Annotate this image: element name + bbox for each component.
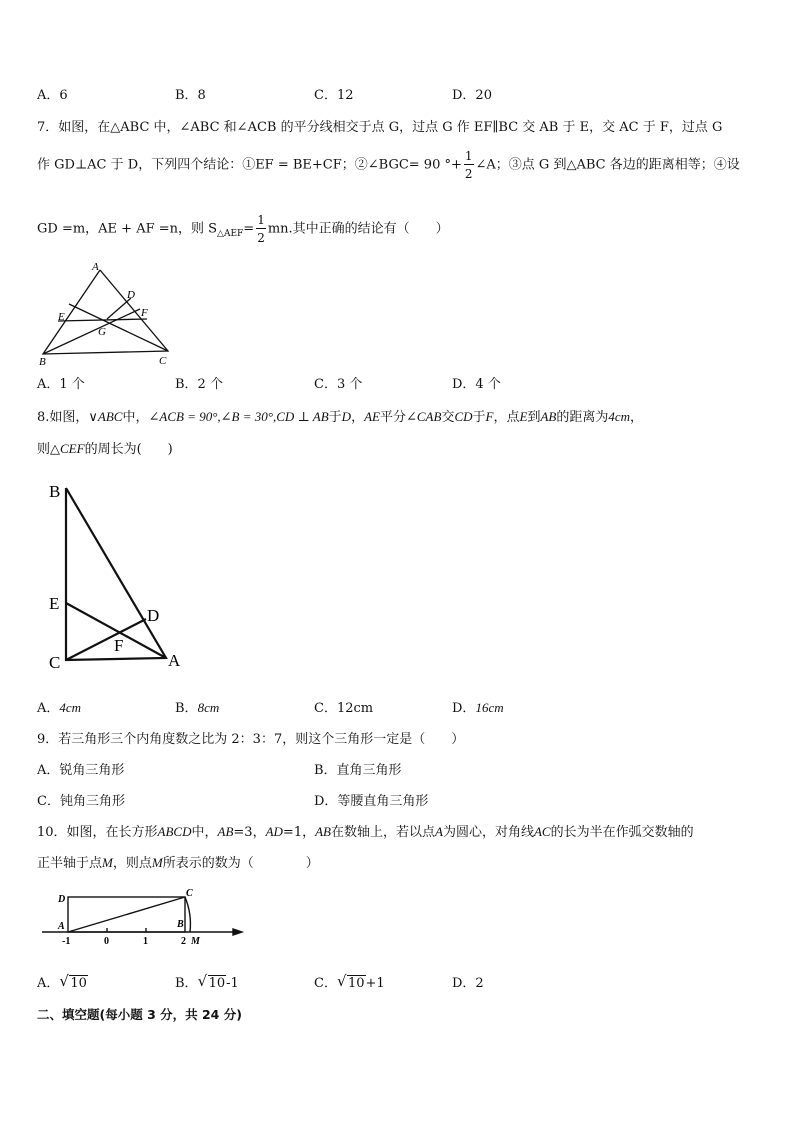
- q10-option-b-suffix: -1: [226, 976, 239, 991]
- q6-option-d: D．20: [452, 88, 492, 103]
- q7-stem-line3: [37, 214, 449, 244]
- q8-label-d: D: [147, 606, 160, 625]
- q9-option-b: B．直角三角形: [314, 763, 402, 778]
- q8-condition: ∠ACB = 90°,∠B = 30°,CD ⊥ AB: [148, 409, 329, 424]
- q10-label-c: C: [186, 888, 193, 899]
- q10-arc: [185, 897, 190, 932]
- q7-line-gd: [107, 298, 131, 319]
- q8-triangle-symbol: ∨ABC: [88, 409, 123, 424]
- q8-segment-ae: AE: [364, 409, 380, 424]
- sqrt-icon: √: [336, 972, 347, 990]
- q7-option-c: C．3 个: [314, 377, 363, 392]
- q9-stem: 9．若三角形三个内角度数之比为 2：3：7，则这个三角形一定是（ ）: [37, 732, 465, 747]
- q8-text-1: 8.如图，: [37, 410, 89, 425]
- q10-option-a-radicand: 10: [70, 976, 87, 991]
- q10-line2-text-2: ，则点: [112, 856, 152, 871]
- q10-seg-ab-2: AB: [315, 824, 331, 839]
- q7-frac2-den: 2: [257, 231, 265, 245]
- q6-option-b: B．8: [175, 88, 206, 103]
- q8-label-a: A: [168, 651, 181, 670]
- q10-label-a: A: [58, 921, 65, 932]
- q8-stem-line1: [37, 406, 643, 425]
- q10-options: [37, 972, 757, 990]
- q10-stem-line1: [37, 821, 694, 840]
- q7-label-c: C: [159, 355, 167, 367]
- q10-point-m-2: M: [151, 855, 163, 870]
- q10-option-c: [314, 972, 385, 991]
- q8-option-a-value: 4cm: [59, 700, 82, 715]
- q10-option-c-label: C．: [314, 976, 337, 991]
- q8-options: [37, 697, 757, 715]
- q7-fraction-half: [464, 150, 474, 180]
- q10-tick-label-2: 2: [181, 936, 186, 946]
- q10-line2-text-3: 所表示的数为（ ）: [162, 856, 319, 871]
- q8-point-d: D: [341, 409, 352, 424]
- q8-option-a: [37, 697, 81, 716]
- q7-frac-num: 1: [464, 149, 473, 163]
- q8-option-d-label: D．: [452, 701, 476, 716]
- q10-axis-arrow: [233, 929, 242, 935]
- q10-text-4: =1，: [282, 825, 316, 840]
- q10-seg-ac: AC: [533, 824, 551, 839]
- q10-tick-label-0: 0: [104, 936, 109, 946]
- q7-option-d: D．4 个: [452, 377, 501, 392]
- q8-option-a-label: A．: [37, 701, 60, 716]
- sqrt-icon: √: [197, 972, 208, 990]
- q8-text-9: 到: [527, 410, 541, 425]
- q8-stem-line2: [37, 438, 173, 457]
- q10-option-c-sqrt: [336, 972, 366, 991]
- q8-text-3: 于: [328, 410, 342, 425]
- q6-option-a: A．6: [37, 88, 68, 103]
- sqrt-icon: √: [59, 972, 69, 990]
- q8-distance: 4cm: [608, 409, 631, 424]
- q9-option-d: D．等腰直角三角形: [314, 794, 429, 809]
- q10-option-c-radicand: 10: [347, 976, 365, 991]
- q10-option-b-radicand: 10: [208, 976, 226, 991]
- q10-seg-ab: AB: [217, 824, 234, 839]
- q10-option-b: [175, 972, 239, 991]
- q9-option-c: C．钝角三角形: [37, 794, 125, 809]
- q8-option-b: [175, 697, 219, 716]
- q10-seg-ad: AD: [265, 824, 283, 839]
- q7-label-e: E: [58, 311, 65, 323]
- q10-option-a-label: A．: [37, 976, 60, 991]
- q10-option-d: D．2: [452, 976, 484, 991]
- q8-option-d-value: 16cm: [475, 700, 504, 715]
- q8-label-e: E: [49, 594, 60, 613]
- q7-line2-text-a: 作 GD⊥AC 于 D，下列四个结论：①EF = BE+CF；②∠BGC= 90 °+: [37, 157, 462, 173]
- q7-bisector-c: [69, 304, 168, 351]
- q7-line3-subscript: △AEF: [217, 229, 244, 240]
- q7-option-b: B．2 个: [175, 377, 223, 392]
- q10-option-c-suffix: +1: [365, 976, 385, 991]
- q6-option-c: C．12: [314, 88, 354, 103]
- q8-text-2: 中，: [122, 410, 149, 425]
- q10-point-m: M: [102, 855, 113, 870]
- q8-triangle-cef: CEF: [60, 441, 85, 456]
- q10-option-a-sqrt: [59, 972, 88, 991]
- q10-line2-text-1: 正半轴于点: [37, 856, 103, 871]
- q8-line2-text-1: 则△: [37, 442, 60, 457]
- q10-point-a: A: [435, 824, 443, 839]
- q10-text-7: 的长为半在作弧交数轴的: [550, 825, 694, 840]
- q7-line3-eq: =: [243, 221, 255, 237]
- q6-options: [37, 84, 757, 102]
- q10-option-b-label: B．: [175, 976, 198, 991]
- q8-text-7: 于: [472, 410, 486, 425]
- q9-option-a: A．锐角三角形: [37, 763, 125, 778]
- q8-option-c: C．12cm: [314, 701, 374, 716]
- q10-stem-line2: [37, 852, 319, 871]
- q8-figure: [40, 476, 200, 676]
- q7-stem-line1: 7．如图，在△ABC 中，∠ABC 和∠ACB 的平分线相交于点 G，过点 G 作 EF∥BC 交 AB 于 E，交 AC 于 F，过点 G: [37, 120, 723, 135]
- q8-text-10: 的距离为: [556, 410, 609, 425]
- q8-text-6: 交: [441, 410, 455, 425]
- q8-point-e: E: [519, 409, 528, 424]
- q10-text-6: 为圆心，对角线: [442, 825, 534, 840]
- section-2-title: 二、填空题(每小题 3 分，共 24 分): [37, 1007, 242, 1022]
- q7-fraction-half-2: [256, 214, 266, 244]
- q7-label-d: D: [127, 289, 135, 301]
- q10-label-b: B: [177, 919, 184, 930]
- q7-options: [37, 373, 757, 391]
- q7-line3-text-a: GD =m，AE + AF =n，则 S: [37, 221, 218, 237]
- q9-options-row2: [37, 790, 757, 808]
- q8-label-b: B: [49, 482, 61, 501]
- q8-point-f: F: [485, 409, 494, 424]
- q8-segment-ab: AB: [540, 409, 557, 424]
- q10-option-a: [37, 972, 88, 991]
- q10-label-d: D: [58, 894, 66, 905]
- q7-option-a: A．1 个: [37, 377, 85, 392]
- q7-stem-line2: [37, 150, 740, 180]
- q10-text-1: 10．如图，在长方形: [37, 825, 158, 840]
- q7-label-g: G: [98, 326, 106, 338]
- q10-rect-abcd: ABCD: [157, 824, 192, 839]
- q10-figure: [38, 884, 248, 946]
- q7-line3-text-b: mn.其中正确的结论有（ ）: [267, 221, 449, 237]
- q7-frac2-num: 1: [257, 213, 265, 227]
- q10-text-3: =3，: [233, 825, 266, 840]
- q10-tick-label-neg1: -1: [62, 936, 71, 946]
- q8-angle-cab: ∠CAB: [405, 409, 442, 424]
- q7-label-b: B: [39, 356, 46, 368]
- q8-text-5: 平分: [379, 410, 406, 425]
- q10-label-m: M: [191, 936, 200, 946]
- q7-line2-text-b: ∠A；③点 G 到△ABC 各边的距离相等；④设: [475, 157, 740, 173]
- q7-figure: [30, 258, 180, 368]
- q8-line2-text-2: 的周长为( ): [84, 442, 173, 457]
- q8-text-11: ，: [630, 410, 644, 425]
- q10-text-2: 中，: [191, 825, 218, 840]
- q7-label-f: F: [141, 307, 148, 319]
- q8-segment-cd: CD: [454, 409, 473, 424]
- q8-text-4: ，: [351, 410, 365, 425]
- q7-label-a: A: [92, 261, 99, 273]
- q9-options-row1: [37, 759, 757, 777]
- q8-option-b-label: B．: [175, 701, 198, 716]
- q10-option-b-sqrt: [197, 972, 227, 991]
- q8-label-c: C: [49, 653, 61, 672]
- q10-text-5: 在数轴上，若以点: [330, 825, 435, 840]
- q8-option-d: [452, 697, 504, 716]
- q8-text-8: ，点: [493, 410, 520, 425]
- q8-option-b-value: 8cm: [197, 700, 220, 715]
- q10-diagonal-ac: [68, 897, 185, 932]
- q10-tick-label-1: 1: [143, 936, 148, 946]
- q7-frac-den: 2: [464, 167, 473, 181]
- q8-label-f: F: [114, 636, 124, 655]
